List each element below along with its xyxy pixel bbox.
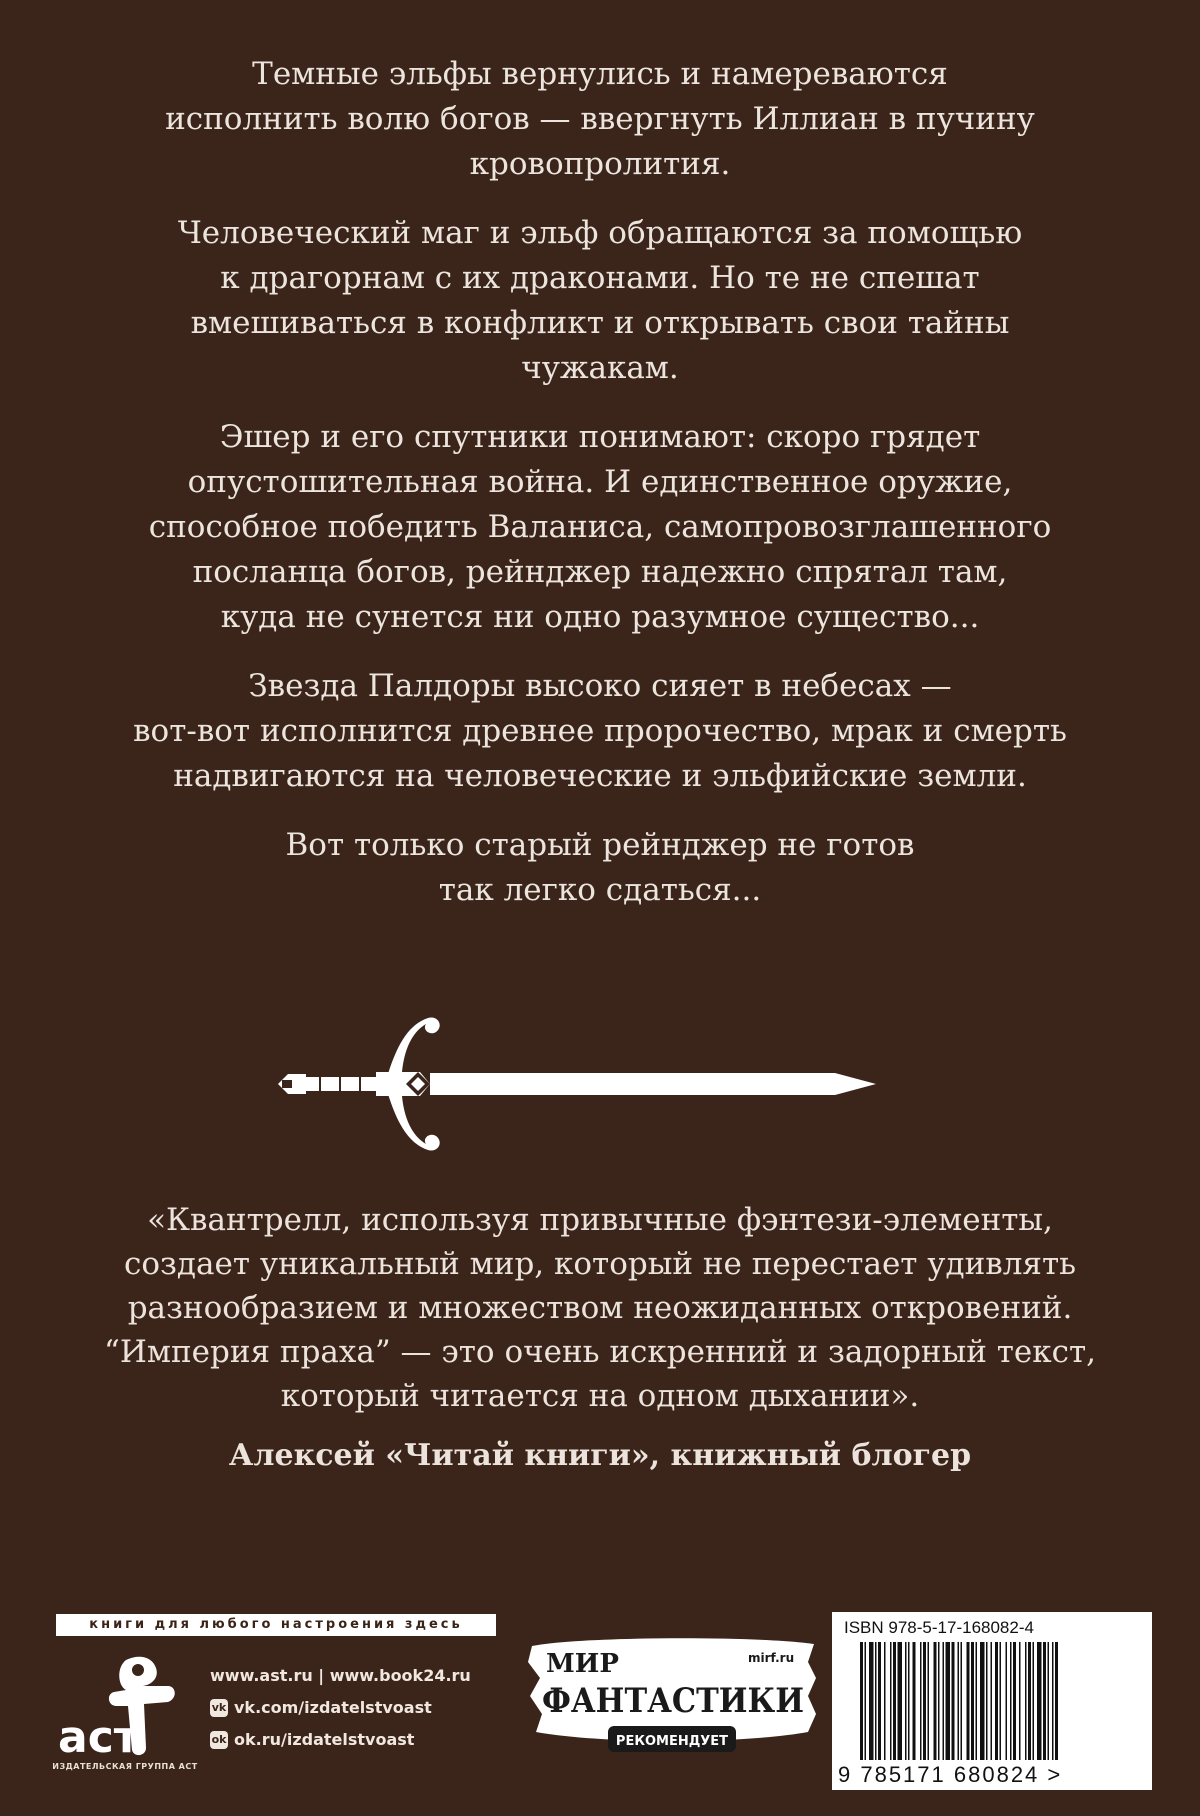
barcode-bar [890,1642,892,1760]
blurb-line: опустошительная война. И единственное оружие, [187,464,1013,500]
blurb-line: Эшер и его спутники понимают: скоро грядет [219,419,981,455]
barcode-bar [1025,1642,1027,1760]
barcode-bar [1010,1642,1012,1760]
barcode-bar [1048,1642,1050,1760]
barcode-bar [1043,1642,1046,1760]
barcode-bar [971,1642,974,1760]
quote-author: Алексей «Читай книги», книжный блогер [228,1438,972,1473]
blurb-line: надвигаются на человеческие и эльфийские земли. [173,758,1027,794]
quote-line: «Квантрелл, используя привычные фэнтези-элементы, [147,1202,1053,1238]
barcode-bar [943,1642,945,1760]
barcode-bar [869,1642,874,1760]
barcode-bar [938,1642,940,1760]
blurb-paragraph-1 [100,52,1100,187]
barcode-bar [913,1642,916,1760]
web-links[interactable]: www.ast.ru | www.book24.ru [210,1666,471,1685]
barcode-bar [878,1642,881,1760]
vk-link-text: vk.com/izdatelstvoast [234,1698,432,1717]
ok-icon: ok [210,1731,228,1749]
quote-line: разнообразием и множеством неожиданных откровений. [127,1290,1073,1326]
barcode-bar [995,1642,998,1760]
blurb-line: куда не сунется ни одно разумное существо... [220,599,980,635]
blurb-line: кровопролития. [469,146,731,182]
barcode-bar [980,1642,985,1760]
badge-top: МИР [546,1649,619,1679]
blurb-line: Звезда Палдоры высоко сияет в небесах — [248,668,952,704]
barcode-bar [908,1642,910,1760]
barcode-bar [946,1642,951,1760]
barcode [860,1642,1128,1760]
isbn-digits: 9 785171 680824 > [838,1762,1063,1787]
blurb-line: посланца богов, рейнджер надежно спрятал там, [192,554,1008,590]
vk-icon: vk [210,1699,228,1717]
isbn-label: ISBN 978-5-17-168082-4 [844,1618,1034,1637]
blurb-paragraph-5 [100,823,1100,913]
vk-link[interactable] [210,1692,471,1724]
barcode-bar [905,1642,907,1760]
ast-logo-text: аст [58,1712,140,1762]
barcode-bar [1037,1642,1042,1760]
barcode-bar [934,1642,937,1760]
barcode-bar [1013,1642,1016,1760]
barcode-bar [961,1642,963,1760]
barcode-bar [920,1642,922,1760]
blurb-line: Темные эльфы вернулись и намереваются [252,56,948,92]
blurb-line: к драгорнам с их драконами. Но те не спешат [220,260,980,296]
barcode-bar [1033,1642,1035,1760]
barcode-bar [952,1642,955,1760]
barcode-bar [986,1642,988,1760]
barcode-bar [976,1642,978,1760]
blurb-line: способное победить Валаниса, самопровозглашенного [148,509,1052,545]
barcode-bar [923,1642,926,1760]
barcode-bar [928,1642,930,1760]
barcode-bar [1055,1642,1058,1760]
barcode-bar [1000,1642,1002,1760]
barcode-bar [893,1642,896,1760]
sword-icon [270,1012,880,1157]
barcode-bar [967,1642,970,1760]
quote-line: “Империя праха” — это очень искренний и задорный текст, [103,1334,1097,1370]
blurb-paragraph-3 [100,415,1100,640]
publisher-subtitle: ИЗДАТЕЛЬСКАЯ ГРУППА АСТ [52,1762,198,1771]
badge-site: mirf.ru [748,1651,795,1665]
quote-text [90,1198,1110,1418]
blurb-line: так легко сдаться... [438,872,762,908]
publisher-links [210,1660,471,1756]
blurb [100,52,1100,937]
tagline: книги для любого настроения здесь [56,1614,496,1636]
blurb-line: исполнить волю богов — ввергнуть Иллиан в пучину [165,101,1035,137]
barcode-bar [958,1642,960,1760]
blurb-line: Человеческий маг и эльф обращаются за помощью [177,215,1023,251]
ast-logo [56,1652,186,1762]
isbn-block [832,1612,1152,1790]
barcode-bar [860,1642,863,1760]
quote-line: создает уникальный мир, который не перестает удивлять [123,1246,1077,1282]
barcode-bar [1028,1642,1031,1760]
barcode-bar [1019,1642,1021,1760]
barcode-bar [875,1642,877,1760]
blurb-paragraph-4 [100,664,1100,799]
ok-link[interactable] [210,1724,471,1756]
mir-fantastiki-badge [522,1632,822,1762]
blurb-paragraph-2 [100,211,1100,391]
barcode-bar [991,1642,993,1760]
badge-recommends: РЕКОМЕНДУЕТ [615,1734,729,1749]
barcode-bar [884,1642,886,1760]
barcode-bar [898,1642,903,1760]
blurb-line: чужакам. [521,350,679,386]
blurb-line: Вот только старый рейнджер не готов [285,827,915,863]
ok-link-text: ok.ru/izdatelstvoast [234,1730,415,1749]
review-quote [90,1198,1110,1478]
blurb-line: вмешиваться в конфликт и открывать свои тайны [190,305,1010,341]
barcode-bar [1006,1642,1008,1760]
barcode-bar [865,1642,867,1760]
badge-main: ФАНТАСТИКИ [542,1681,804,1721]
barcode-bar [1052,1642,1054,1760]
blurb-line: вот-вот исполнится древнее пророчество, мрак и смерть [133,713,1067,749]
quote-line: который читается на одном дыхании». [280,1378,920,1414]
